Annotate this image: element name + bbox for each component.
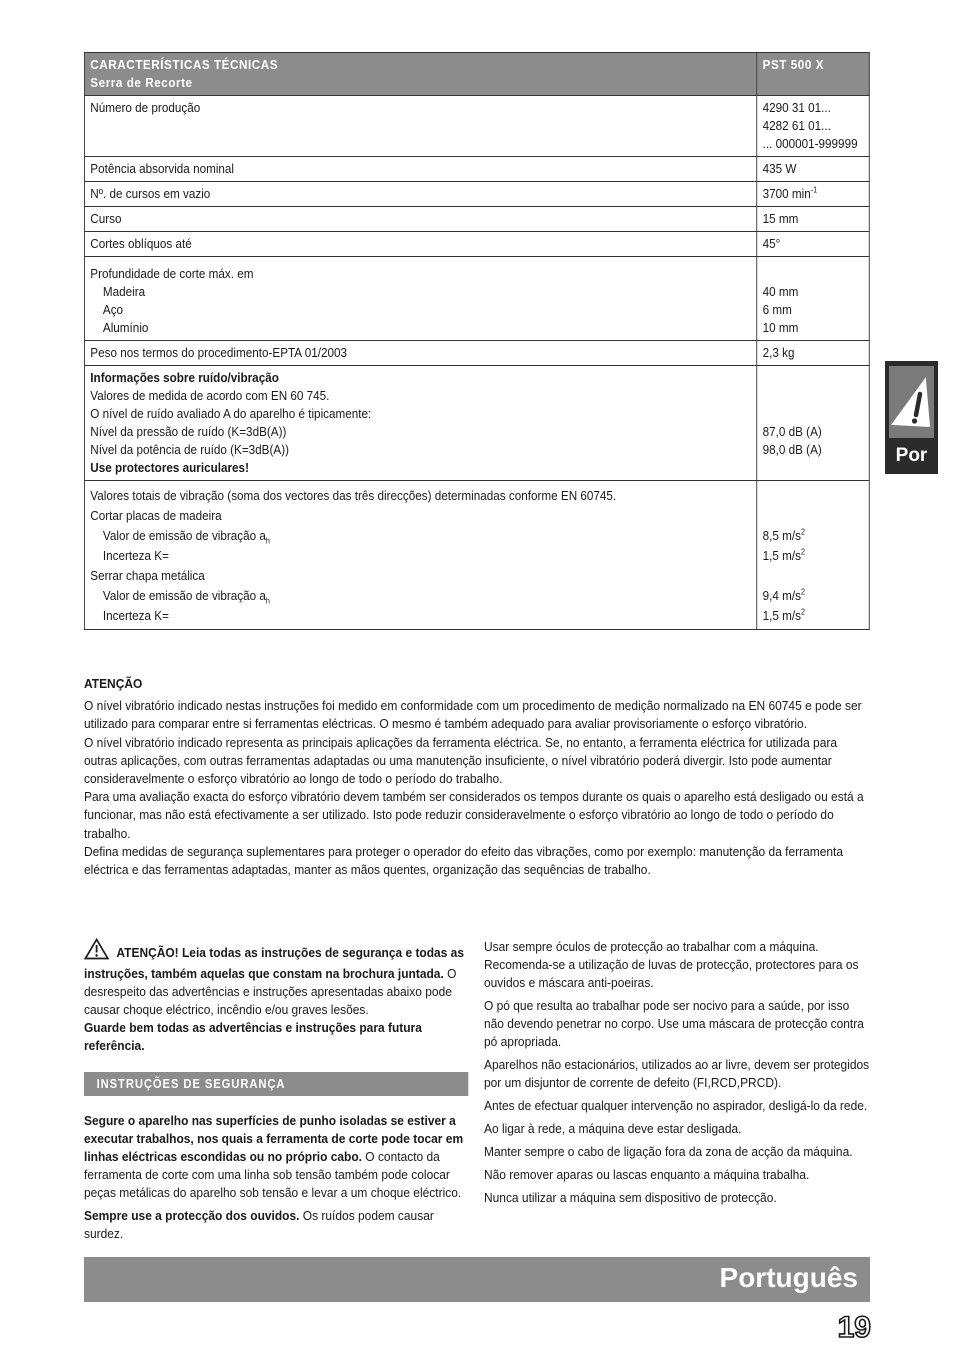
spec-value: 435 W xyxy=(757,157,870,182)
spec-label: Nº. de cursos em vazio xyxy=(84,182,756,207)
attention-heading: ATENÇÃO xyxy=(84,676,143,691)
spec-header-model: PST 500 X xyxy=(757,53,870,96)
spec-label: Curso xyxy=(84,207,756,232)
spec-label: Cortes oblíquos até xyxy=(84,232,756,257)
safety-paragraph: Manter sempre o cabo de ligação fora da zona de acção da máquina. xyxy=(484,1144,853,1159)
attention-paragraph: O nível vibratório indicado representa as principais aplicações da ferramenta eléctrica. Se, no entanto, a ferramenta eléctrica for utilizada para outras aplicações, com outras ferramentas adaptadas ou uma manutenção insuficiente, o nível vibratório poderá divergir. Isto pode aumentar consideravelmente o esforço vibratório ao longo de todo o período do trabalho. xyxy=(84,734,838,787)
spec-row-stroke-length xyxy=(84,207,869,232)
safety-paragraph: Antes de efectuar qualquer intervenção no aspirador, desligá-lo da rede. xyxy=(484,1098,868,1113)
spec-label: Informações sobre ruído/vibração Valores de medida de acordo com EN 60 745. O nível de ruído avaliado A do aparelho é tipicamente: Nível da pressão de ruído (K=3dB(A)) Nível da potência de ruído (K=3dB(A)) Use protectores auriculares! xyxy=(84,366,756,481)
spec-value: 15 mm xyxy=(757,207,870,232)
footer-language-title: Português xyxy=(719,1262,858,1293)
footer-bar xyxy=(84,1257,870,1302)
attention-paragraph: Defina medidas de segurança suplementares para proteger o operador do efeito das vibrações, como por exemplo: manutenção da ferramenta eléctrica e das ferramentas adaptadas, manter as mãos quentes, organização das sequências de trabalho. xyxy=(84,843,844,878)
warning-triangle-icon xyxy=(84,938,109,965)
left-column xyxy=(84,938,468,1248)
spec-label: Número de produção xyxy=(84,96,756,157)
spec-label: Valores totais de vibração (soma dos vectores das três direcções) determinadas conforme EN 60745. Cortar placas de madeira Valor de emissão de vibração $a_h$ Incerteza K= Serrar chapa metálica Valor de emissão de vibração $a_h$ Incerteza K= xyxy=(84,481,756,630)
attention-paragraph: O nível vibratório indicado nestas instruções foi medido em conformidade com um procedimento de medição normalizado na EN 60745 e pode ser utilizado para comparar entre si ferramentas eléctricas. O mesmo é também adequado para avaliar provisoriamente o esforço vibratório. xyxy=(84,698,862,732)
spec-value: 3700 $\min^{-1}$ xyxy=(757,182,870,207)
attention-paragraph: Para uma avaliação exacta do esforço vibratório devem também ser considerados os tempos durante os quais o aparelho está desligado ou está a funcionar, mas não está efectivamente a ser utilizado. Isto pode reduzir consideravelmente o esforço vibratório ao longo de todo o período do trabalho. xyxy=(84,789,864,841)
safety-paragraph: Não remover aparas ou lascas enquanto a máquina trabalha. xyxy=(484,1167,810,1182)
spec-label: Profundidade de corte máx. em Madeira Aço Alumínio xyxy=(84,257,756,341)
spec-value: 87,0 dB (A) 98,0 dB (A) xyxy=(757,366,870,481)
safety-instructions-heading: INSTRUÇÕES DE SEGURANÇA xyxy=(84,1072,468,1096)
spec-value: 8,5 $m/s^2$ 1,5 $m/s^2$ 9,4 $m/s^2$ 1,5 $m/s^2$ xyxy=(757,481,870,630)
spec-header-row xyxy=(84,53,869,96)
spec-value: 40 mm 6 mm 10 mm xyxy=(757,257,870,341)
spec-label: Potência absorvida nominal xyxy=(84,157,756,182)
spec-value: 4290 31 01... 4282 61 01... ... 000001-999999 xyxy=(757,96,870,157)
safety-paragraph: Aparelhos não estacionários, utilizados ao ar livre, devem ser protegidos por um disjuntor de corrente de defeito (FI,RCD,PRCD). xyxy=(484,1057,870,1090)
spec-row-production-number xyxy=(84,96,869,157)
spec-row-vibration xyxy=(84,481,869,630)
attention-section xyxy=(84,675,870,879)
safety-paragraph: Segure o aparelho nas superfícies de punho isoladas se estiver a executar trabalhos, nos quais a ferramenta de corte pode tocar em linhas eléctricas escondidas ou no próprio cabo. O contacto da ferramenta de corte com uma linha sob tensão também pode colocar peças metálicas do aparelho sob tensão e levar a um choque eléctrico. xyxy=(84,1113,464,1200)
spec-header-title: CARACTERÍSTICAS TÉCNICAS Serra de Recorte xyxy=(84,53,756,96)
spec-value: 45° xyxy=(757,232,870,257)
spec-row-noise xyxy=(84,366,869,481)
spec-row-strokes xyxy=(84,182,869,207)
right-column xyxy=(484,938,871,1212)
safety-paragraph: Usar sempre óculos de protecção ao trabalhar com a máquina. Recomenda-se a utilização de luvas de protecção, protectores para os ouvidos e máscara anti-poeiras. xyxy=(484,939,859,990)
spec-row-bevel xyxy=(84,232,869,257)
safety-paragraph: Nunca utilizar a máquina sem dispositivo de protecção. xyxy=(484,1190,777,1205)
spec-row-depth xyxy=(84,257,869,341)
safety-paragraph: O pó que resulta ao trabalhar pode ser nocivo para a saúde, por isso não devendo penetrar no corpo. Use uma máscara de protecção contra pó apropriada. xyxy=(484,998,864,1049)
safety-paragraph: Sempre use a protecção dos ouvidos. Os ruídos podem causar surdez. xyxy=(84,1208,434,1241)
general-warning: ATENÇÃO! Leia todas as instruções de segurança e todas as instruções, também aquelas que constam na brochura juntada. O desrespeito das advertências e instruções apresentadas abaixo pode causar choque eléctrico, incêndio e/ou graves lesões. Guarde bem todas as advertências e instruções para futura referência. xyxy=(84,938,468,1055)
language-side-tab xyxy=(885,361,938,474)
warning-exclamation-icon xyxy=(889,366,934,438)
spec-label: Peso nos termos do procedimento-EPTA 01/2003 xyxy=(84,341,756,366)
spec-row-weight xyxy=(84,341,869,366)
spec-row-power xyxy=(84,157,869,182)
page-number: 19 xyxy=(837,1311,871,1344)
language-label: Por xyxy=(895,445,928,466)
safety-paragraph: Ao ligar à rede, a máquina deve estar desligada. xyxy=(484,1121,742,1136)
spec-table xyxy=(84,52,870,630)
spec-value: 2,3 kg xyxy=(757,341,870,366)
